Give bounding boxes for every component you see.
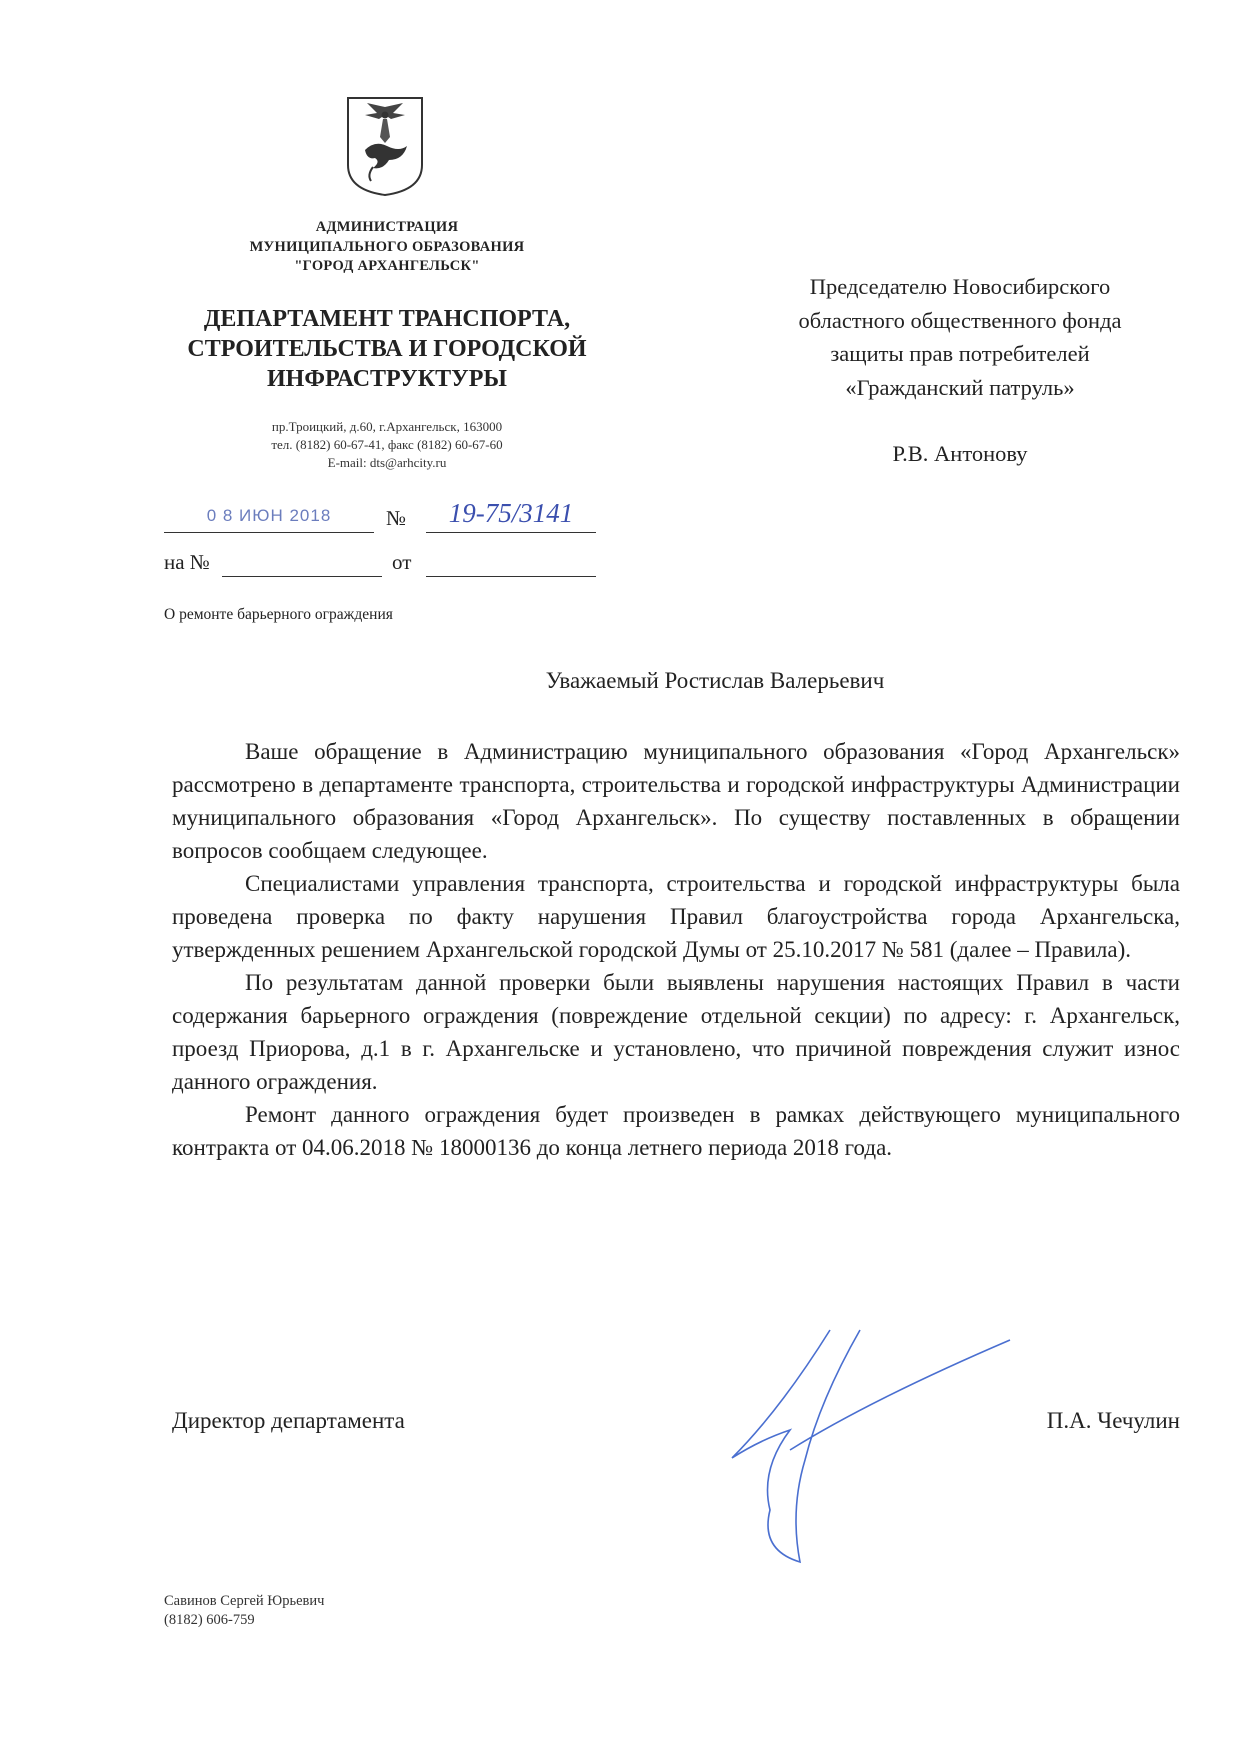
outgoing-number: 19-75/3141: [426, 498, 596, 533]
department-line: ИНФРАСТРУКТУРЫ: [267, 366, 507, 392]
addressee-line: защиты прав потребителей: [830, 341, 1090, 366]
number-label: №: [386, 506, 407, 530]
addressee-line: Председателю Новосибирского: [809, 274, 1111, 299]
phone-line: тел. (8182) 60-67-41, факс (8182) 60-67-60: [271, 437, 503, 452]
signature-row: [172, 1408, 1180, 1434]
header-line: "ГОРОД АРХАНГЕЛЬСК": [294, 258, 480, 274]
greeting: Уважаемый Ростислав Валерьевич: [545, 668, 885, 693]
header-line: АДМИНИСТРАЦИЯ: [315, 219, 459, 235]
executor-info: [164, 1592, 324, 1630]
department-line: ДЕПАРТАМЕНТ ТРАНСПОРТА,: [203, 306, 571, 332]
from-label: от: [392, 550, 412, 574]
body-paragraph: Ваше обращение в Администрацию муниципального образования «Город Архангельск» рассмотрено в департаменте транспорта, строительства и городской инфраструктуры Администрации муниципального образования «Город Архангельск». По существу поставленных в обращении вопросов сообщаем следующее.: [172, 739, 1180, 863]
department-title: [172, 304, 602, 394]
date-stamp: 0 8 ИЮН 2018: [164, 506, 374, 533]
letter-subject: О ремонте барьерного ограждения: [164, 606, 393, 623]
reply-number-label: на №: [164, 550, 210, 574]
contact-address: [172, 418, 602, 472]
handwritten-signature: [720, 1310, 1020, 1575]
header-line: МУНИЦИПАЛЬНОГО ОБРАЗОВАНИЯ: [249, 238, 525, 255]
letter-body: [172, 735, 1180, 1164]
addressee-line: «Гражданский патруль»: [845, 374, 1075, 400]
reply-number-field: [222, 550, 382, 577]
registration-block: [164, 498, 596, 586]
email-line: E-mail: dts@arhcity.ru: [327, 455, 447, 470]
administration-title: [172, 218, 602, 277]
body-paragraph: По результатам данной проверки были выявлены нарушения настоящих Правил в части содержания барьерного ограждения (повреждение отдельной секции) по адресу: г. Архангельск, проезд Приорова, д.1 в г. Архангельске и установлено, что причиной повреждения служит износ данного ограждения.: [172, 970, 1180, 1094]
coat-of-arms-emblem: [345, 95, 425, 197]
executor-phone: (8182) 606-759: [164, 1612, 255, 1628]
from-date-field: [426, 550, 596, 577]
addressee-name: Р.В. Антонову: [892, 441, 1028, 466]
department-line: СТРОИТЕЛЬСТВА И ГОРОДСКОЙ: [187, 336, 587, 362]
addressee-line: областного общественного фонда: [798, 307, 1122, 333]
signer-position: Директор департамента: [172, 1408, 405, 1433]
body-paragraph: Ремонт данного ограждения будет произведен в рамках действующего муниципального контракта от 04.06.2018 № 18000136 до конца летнего периода 2018 года.: [172, 1102, 1180, 1160]
addressee-block: [740, 270, 1180, 471]
signer-name: П.А. Чечулин: [1046, 1408, 1180, 1433]
address-line: пр.Троицкий, д.60, г.Архангельск, 163000: [271, 419, 503, 434]
executor-name: Савинов Сергей Юрьевич: [164, 1593, 325, 1609]
body-paragraph: Специалистами управления транспорта, строительства и городской инфраструктуры была проведена проверка по факту нарушения Правил благоустройства города Архангельска, утвержденных решением Архангельской городской Думы от 25.10.2017 № 581 (далее – Правила).: [172, 871, 1180, 962]
